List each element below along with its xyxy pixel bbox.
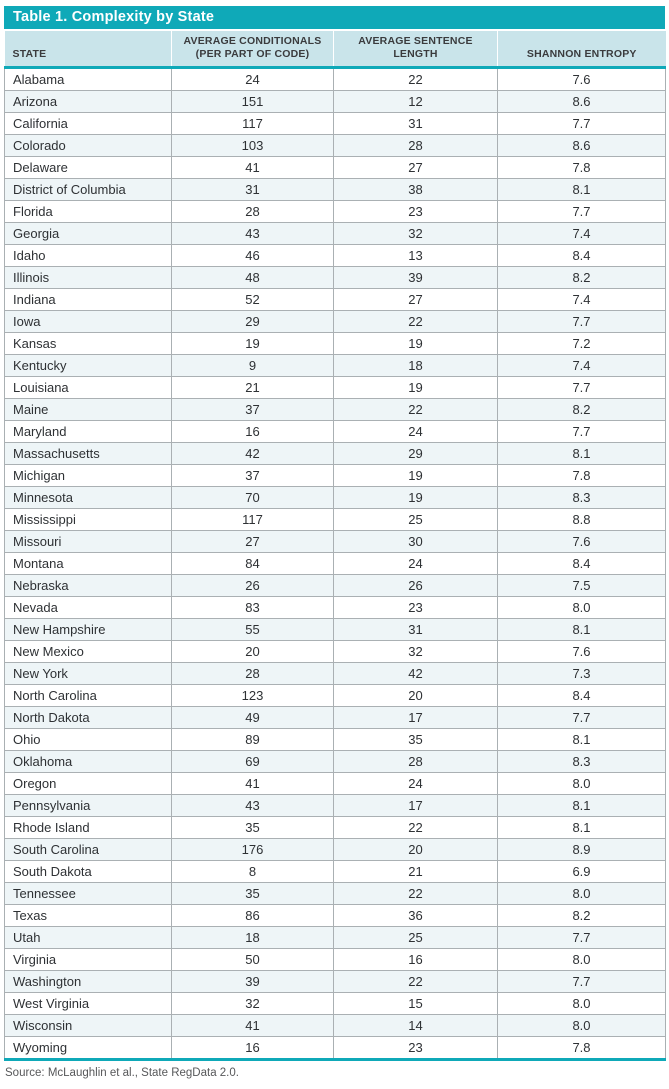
table-row — [5, 971, 666, 993]
cell-shannon-entropy: 8.8 — [498, 509, 666, 531]
cell-average-conditionals: 16 — [172, 421, 334, 443]
table-row — [5, 311, 666, 333]
cell-shannon-entropy: 7.7 — [498, 707, 666, 729]
table-row — [5, 68, 666, 91]
cell-shannon-entropy: 8.4 — [498, 685, 666, 707]
cell-state: West Virginia — [5, 993, 172, 1015]
cell-average-sentence-length: 20 — [334, 685, 498, 707]
table-row — [5, 487, 666, 509]
cell-shannon-entropy: 8.3 — [498, 487, 666, 509]
cell-average-conditionals: 55 — [172, 619, 334, 641]
table-title: Table 1. Complexity by State — [4, 6, 665, 29]
cell-state: Delaware — [5, 157, 172, 179]
source-note: Source: McLaughlin et al., State RegData 2.0. — [5, 1067, 239, 1080]
cell-average-conditionals: 46 — [172, 245, 334, 267]
cell-average-sentence-length: 23 — [334, 597, 498, 619]
cell-state: Montana — [5, 553, 172, 575]
cell-average-conditionals: 41 — [172, 773, 334, 795]
cell-state: Oklahoma — [5, 751, 172, 773]
cell-average-sentence-length: 30 — [334, 531, 498, 553]
cell-shannon-entropy: 8.9 — [498, 839, 666, 861]
cell-shannon-entropy: 8.0 — [498, 597, 666, 619]
cell-average-sentence-length: 17 — [334, 707, 498, 729]
cell-state: Louisiana — [5, 377, 172, 399]
cell-average-conditionals: 117 — [172, 113, 334, 135]
cell-average-conditionals: 49 — [172, 707, 334, 729]
cell-state: Missouri — [5, 531, 172, 553]
cell-average-conditionals: 35 — [172, 883, 334, 905]
cell-shannon-entropy: 7.7 — [498, 113, 666, 135]
cell-average-sentence-length: 35 — [334, 729, 498, 751]
table-row — [5, 707, 666, 729]
cell-average-conditionals: 8 — [172, 861, 334, 883]
table-row — [5, 795, 666, 817]
table-row — [5, 993, 666, 1015]
table-row — [5, 179, 666, 201]
cell-shannon-entropy: 7.6 — [498, 641, 666, 663]
table-row — [5, 619, 666, 641]
table-body — [5, 68, 666, 1060]
cell-state: Alabama — [5, 68, 172, 91]
header-row — [5, 31, 666, 68]
cell-average-conditionals: 123 — [172, 685, 334, 707]
cell-shannon-entropy: 8.1 — [498, 619, 666, 641]
cell-average-sentence-length: 24 — [334, 421, 498, 443]
cell-shannon-entropy: 7.2 — [498, 333, 666, 355]
cell-average-conditionals: 20 — [172, 641, 334, 663]
cell-shannon-entropy: 8.6 — [498, 91, 666, 113]
cell-average-sentence-length: 26 — [334, 575, 498, 597]
table-row — [5, 597, 666, 619]
cell-shannon-entropy: 7.6 — [498, 68, 666, 91]
cell-shannon-entropy: 8.2 — [498, 905, 666, 927]
cell-average-sentence-length: 28 — [334, 751, 498, 773]
cell-average-sentence-length: 42 — [334, 663, 498, 685]
cell-shannon-entropy: 7.4 — [498, 289, 666, 311]
cell-average-sentence-length: 21 — [334, 861, 498, 883]
complexity-by-state-table — [4, 31, 666, 1061]
cell-shannon-entropy: 7.4 — [498, 355, 666, 377]
cell-shannon-entropy: 8.2 — [498, 267, 666, 289]
table-row — [5, 641, 666, 663]
cell-state: Virginia — [5, 949, 172, 971]
cell-average-conditionals: 42 — [172, 443, 334, 465]
table-row — [5, 377, 666, 399]
cell-state: Oregon — [5, 773, 172, 795]
cell-average-sentence-length: 20 — [334, 839, 498, 861]
cell-average-conditionals: 151 — [172, 91, 334, 113]
cell-average-conditionals: 37 — [172, 465, 334, 487]
cell-state: Kansas — [5, 333, 172, 355]
cell-state: Texas — [5, 905, 172, 927]
table-row — [5, 267, 666, 289]
cell-shannon-entropy: 8.1 — [498, 795, 666, 817]
table-row — [5, 465, 666, 487]
cell-state: Georgia — [5, 223, 172, 245]
cell-state: Tennessee — [5, 883, 172, 905]
cell-average-sentence-length: 27 — [334, 289, 498, 311]
table-row — [5, 157, 666, 179]
column-header-shannon-entropy: SHANNON ENTROPY — [498, 31, 666, 68]
table-row — [5, 245, 666, 267]
table-row — [5, 861, 666, 883]
cell-average-conditionals: 48 — [172, 267, 334, 289]
cell-average-conditionals: 16 — [172, 1037, 334, 1060]
cell-shannon-entropy: 8.0 — [498, 949, 666, 971]
cell-average-conditionals: 43 — [172, 795, 334, 817]
table-row — [5, 443, 666, 465]
cell-average-sentence-length: 22 — [334, 311, 498, 333]
table-row — [5, 113, 666, 135]
table-row — [5, 135, 666, 157]
cell-average-conditionals: 176 — [172, 839, 334, 861]
cell-state: Maine — [5, 399, 172, 421]
cell-state: Nebraska — [5, 575, 172, 597]
cell-shannon-entropy: 8.0 — [498, 773, 666, 795]
table-figure — [4, 6, 665, 1079]
table-row — [5, 531, 666, 553]
cell-shannon-entropy: 8.1 — [498, 729, 666, 751]
cell-shannon-entropy: 8.4 — [498, 553, 666, 575]
cell-average-conditionals: 18 — [172, 927, 334, 949]
cell-average-conditionals: 52 — [172, 289, 334, 311]
cell-average-sentence-length: 22 — [334, 971, 498, 993]
table-row — [5, 333, 666, 355]
cell-shannon-entropy: 7.7 — [498, 377, 666, 399]
table-row — [5, 1037, 666, 1060]
cell-state: Washington — [5, 971, 172, 993]
cell-average-sentence-length: 24 — [334, 773, 498, 795]
cell-state: Minnesota — [5, 487, 172, 509]
cell-average-conditionals: 89 — [172, 729, 334, 751]
cell-average-conditionals: 69 — [172, 751, 334, 773]
cell-shannon-entropy: 7.7 — [498, 311, 666, 333]
cell-average-sentence-length: 22 — [334, 817, 498, 839]
cell-average-conditionals: 83 — [172, 597, 334, 619]
cell-state: New York — [5, 663, 172, 685]
cell-average-sentence-length: 31 — [334, 619, 498, 641]
table-row — [5, 289, 666, 311]
cell-average-conditionals: 21 — [172, 377, 334, 399]
cell-shannon-entropy: 8.4 — [498, 245, 666, 267]
cell-average-conditionals: 31 — [172, 179, 334, 201]
cell-state: Iowa — [5, 311, 172, 333]
table-row — [5, 509, 666, 531]
cell-shannon-entropy: 7.8 — [498, 157, 666, 179]
table-row — [5, 553, 666, 575]
cell-average-sentence-length: 19 — [334, 377, 498, 399]
table-row — [5, 685, 666, 707]
cell-average-sentence-length: 12 — [334, 91, 498, 113]
cell-shannon-entropy: 7.7 — [498, 421, 666, 443]
cell-average-conditionals: 117 — [172, 509, 334, 531]
table-row — [5, 399, 666, 421]
cell-shannon-entropy: 6.9 — [498, 861, 666, 883]
cell-shannon-entropy: 8.1 — [498, 443, 666, 465]
cell-shannon-entropy: 7.5 — [498, 575, 666, 597]
cell-average-conditionals: 29 — [172, 311, 334, 333]
table-row — [5, 729, 666, 751]
cell-average-conditionals: 28 — [172, 663, 334, 685]
cell-average-sentence-length: 23 — [334, 201, 498, 223]
cell-state: North Dakota — [5, 707, 172, 729]
cell-state: South Carolina — [5, 839, 172, 861]
cell-average-conditionals: 27 — [172, 531, 334, 553]
cell-average-sentence-length: 22 — [334, 399, 498, 421]
cell-average-conditionals: 32 — [172, 993, 334, 1015]
cell-average-conditionals: 50 — [172, 949, 334, 971]
table-row — [5, 223, 666, 245]
cell-average-conditionals: 70 — [172, 487, 334, 509]
cell-average-sentence-length: 14 — [334, 1015, 498, 1037]
cell-shannon-entropy: 8.6 — [498, 135, 666, 157]
cell-state: North Carolina — [5, 685, 172, 707]
cell-average-sentence-length: 22 — [334, 68, 498, 91]
table-row — [5, 883, 666, 905]
cell-average-sentence-length: 24 — [334, 553, 498, 575]
cell-state: District of Columbia — [5, 179, 172, 201]
column-header-average-sentence-length: AVERAGE SENTENCE LENGTH — [334, 31, 498, 68]
table-row — [5, 905, 666, 927]
cell-state: Idaho — [5, 245, 172, 267]
cell-state: South Dakota — [5, 861, 172, 883]
cell-state: New Mexico — [5, 641, 172, 663]
cell-average-conditionals: 26 — [172, 575, 334, 597]
table-row — [5, 751, 666, 773]
cell-state: Massachusetts — [5, 443, 172, 465]
cell-average-conditionals: 84 — [172, 553, 334, 575]
cell-average-sentence-length: 19 — [334, 487, 498, 509]
cell-shannon-entropy: 7.7 — [498, 201, 666, 223]
table-row — [5, 773, 666, 795]
cell-average-sentence-length: 39 — [334, 267, 498, 289]
cell-average-conditionals: 19 — [172, 333, 334, 355]
table-row — [5, 355, 666, 377]
cell-shannon-entropy: 8.0 — [498, 993, 666, 1015]
table-row — [5, 1015, 666, 1037]
cell-state: Nevada — [5, 597, 172, 619]
table-header — [5, 31, 666, 68]
cell-shannon-entropy: 7.3 — [498, 663, 666, 685]
cell-shannon-entropy: 8.1 — [498, 179, 666, 201]
cell-shannon-entropy: 8.3 — [498, 751, 666, 773]
cell-state: Mississippi — [5, 509, 172, 531]
cell-state: Rhode Island — [5, 817, 172, 839]
cell-shannon-entropy: 7.7 — [498, 927, 666, 949]
table-row — [5, 575, 666, 597]
cell-state: Michigan — [5, 465, 172, 487]
cell-average-conditionals: 37 — [172, 399, 334, 421]
column-header-average-conditionals: AVERAGE CONDITIONALS (PER PART OF CODE) — [172, 31, 334, 68]
cell-average-sentence-length: 29 — [334, 443, 498, 465]
cell-shannon-entropy: 7.7 — [498, 971, 666, 993]
cell-average-sentence-length: 13 — [334, 245, 498, 267]
cell-shannon-entropy: 8.2 — [498, 399, 666, 421]
cell-average-sentence-length: 15 — [334, 993, 498, 1015]
cell-state: Florida — [5, 201, 172, 223]
cell-state: Arizona — [5, 91, 172, 113]
cell-average-sentence-length: 36 — [334, 905, 498, 927]
cell-average-sentence-length: 18 — [334, 355, 498, 377]
cell-state: Pennsylvania — [5, 795, 172, 817]
cell-average-sentence-length: 22 — [334, 883, 498, 905]
cell-average-conditionals: 35 — [172, 817, 334, 839]
cell-average-conditionals: 86 — [172, 905, 334, 927]
cell-average-sentence-length: 19 — [334, 333, 498, 355]
cell-average-sentence-length: 23 — [334, 1037, 498, 1060]
table-row — [5, 421, 666, 443]
cell-average-conditionals: 24 — [172, 68, 334, 91]
column-header-state: STATE — [5, 31, 172, 68]
cell-shannon-entropy: 7.6 — [498, 531, 666, 553]
cell-state: Utah — [5, 927, 172, 949]
table-row — [5, 201, 666, 223]
cell-shannon-entropy: 7.8 — [498, 465, 666, 487]
cell-average-sentence-length: 17 — [334, 795, 498, 817]
cell-average-sentence-length: 32 — [334, 223, 498, 245]
cell-average-sentence-length: 28 — [334, 135, 498, 157]
cell-shannon-entropy: 8.1 — [498, 817, 666, 839]
cell-average-sentence-length: 25 — [334, 509, 498, 531]
table-row — [5, 91, 666, 113]
table-row — [5, 949, 666, 971]
cell-state: Wisconsin — [5, 1015, 172, 1037]
cell-state: Kentucky — [5, 355, 172, 377]
cell-average-conditionals: 43 — [172, 223, 334, 245]
cell-shannon-entropy: 7.4 — [498, 223, 666, 245]
cell-shannon-entropy: 8.0 — [498, 883, 666, 905]
cell-state: Maryland — [5, 421, 172, 443]
cell-state: Indiana — [5, 289, 172, 311]
cell-shannon-entropy: 8.0 — [498, 1015, 666, 1037]
cell-state: Wyoming — [5, 1037, 172, 1060]
cell-average-conditionals: 39 — [172, 971, 334, 993]
cell-average-sentence-length: 31 — [334, 113, 498, 135]
cell-average-conditionals: 28 — [172, 201, 334, 223]
cell-average-sentence-length: 16 — [334, 949, 498, 971]
cell-state: California — [5, 113, 172, 135]
table-row — [5, 663, 666, 685]
table-row — [5, 839, 666, 861]
cell-state: New Hampshire — [5, 619, 172, 641]
cell-average-sentence-length: 32 — [334, 641, 498, 663]
cell-average-conditionals: 41 — [172, 1015, 334, 1037]
cell-average-sentence-length: 25 — [334, 927, 498, 949]
cell-average-sentence-length: 38 — [334, 179, 498, 201]
cell-average-conditionals: 41 — [172, 157, 334, 179]
cell-shannon-entropy: 7.8 — [498, 1037, 666, 1060]
cell-state: Illinois — [5, 267, 172, 289]
cell-average-sentence-length: 19 — [334, 465, 498, 487]
cell-average-conditionals: 103 — [172, 135, 334, 157]
cell-average-conditionals: 9 — [172, 355, 334, 377]
table-row — [5, 817, 666, 839]
cell-average-sentence-length: 27 — [334, 157, 498, 179]
cell-state: Colorado — [5, 135, 172, 157]
table-row — [5, 927, 666, 949]
cell-state: Ohio — [5, 729, 172, 751]
